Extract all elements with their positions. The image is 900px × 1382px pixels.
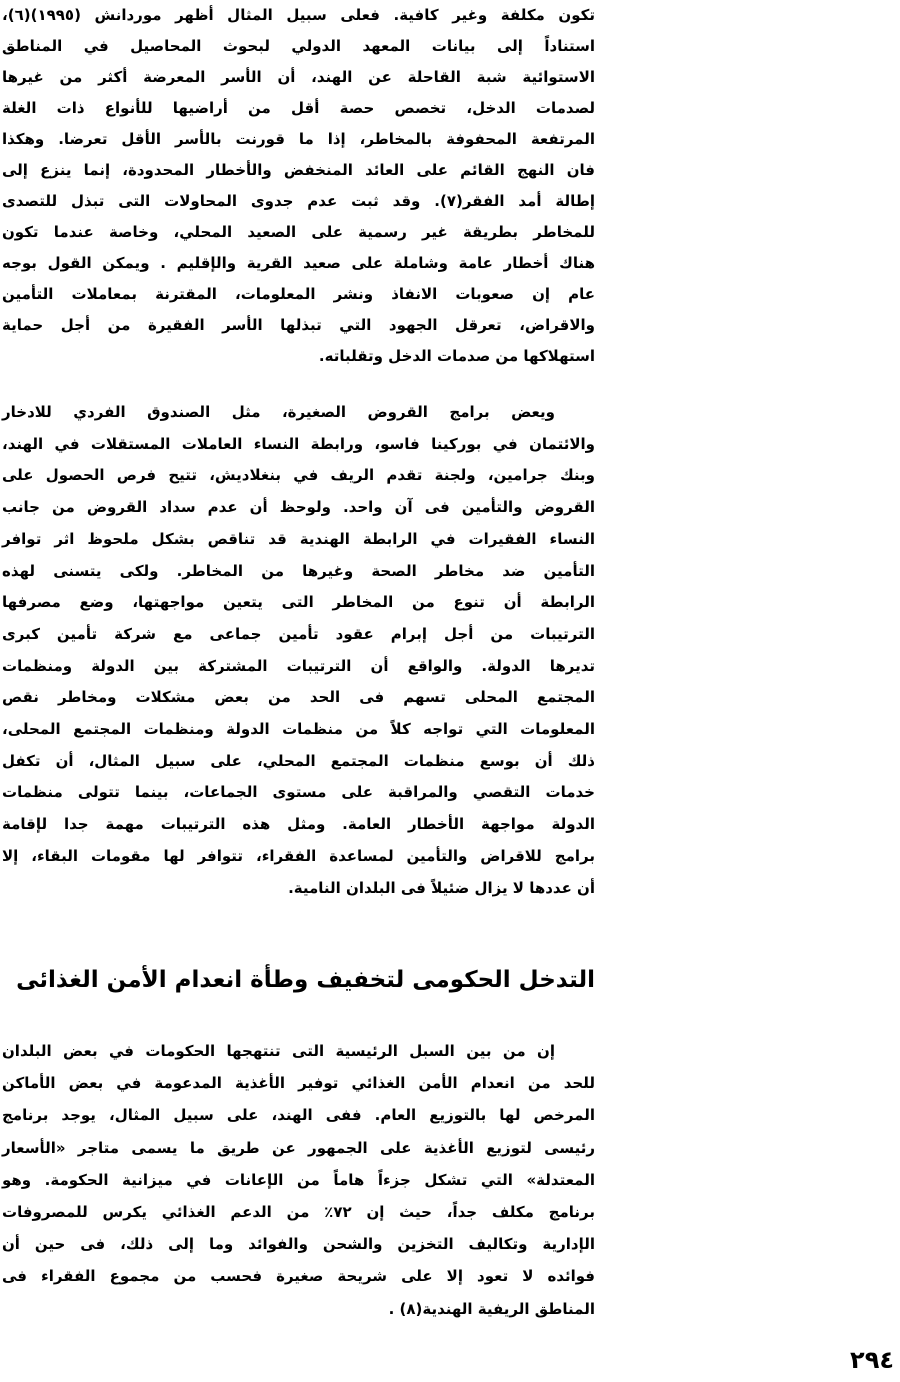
text-line: فوائده لا تعود إلا على شريحة صغيرة فحسب من مجموع الفقراء فى: [2, 1267, 595, 1286]
text-line: هناك أخطار عامة وشاملة على صعيد القرية والإقليم . ويمكن القول بوجه: [2, 254, 595, 272]
text-line: وبنك جرامين، ولجنة تقدم الريف في بنغلاديش، تتيح فرص الحصول على: [2, 466, 595, 485]
text-line: المرخص لها بالتوزيع العام. ففى الهند، على سبيل المثال، يوجد برنامج: [2, 1106, 595, 1125]
text-line: والائتمان في بوركينا فاسو، ورابطة النساء العاملات المستقلات في الهند،: [2, 434, 595, 453]
text-line: فان النهج القائم على العائد المنخفض والأخطار المحدودة، إنما ينزع إلى: [2, 161, 595, 179]
text-line: ذلك أن بوسع منظمات المجتمع المحلي، على سبيل المثال، أن تكفل: [2, 751, 595, 770]
text-line: التأمين ضد مخاطر الصحة وغيرها من المخاطر. ولكى يتسنى لهذه: [2, 561, 595, 580]
text-line: رئيسى لتوزيع الأغذية على الجمهور عن طريق ما يسمى متاجر «الأسعار: [2, 1138, 595, 1157]
text-line: إطالة أمد الفقر(٧). وقد ثبت عدم جدوى المحاولات التى تبذل للتصدى: [2, 192, 595, 210]
text-line: المجتمع المحلى تسهم فى الحد من بعض مشكلات ومخاطر نقص: [2, 688, 595, 707]
text-line: استناداً إلى بيانات المعهد الدولي لبحوث المحاصيل في المناطق: [2, 37, 595, 55]
text-line: النساء الفقيرات في الرابطة الهندية قد تناقص بشكل ملحوظ اثر توافر: [2, 529, 595, 548]
text-line: المعتدلة» التي تشكل جزءاً هاماً من الإعانات في ميزانية الحكومة. وهو: [2, 1170, 595, 1189]
paragraph-2: [2, 397, 595, 904]
text-line: المناطق الريفية الهندية(٨) .: [388, 1299, 595, 1318]
section-heading: التدخل الحكومى لتخفيف وطأة انعدام الأمن الغذائى: [16, 967, 595, 993]
text-line: المرتفعة المحفوفة بالمخاطر، إذا ما قورنت بالأسر الأقل تعرضا. وهكذا: [2, 130, 595, 148]
paragraph-1: [2, 0, 595, 372]
text-line: والاقراض، تعرقل الجهود التي تبذلها الأسر الفقيرة من أجل حماية: [2, 316, 595, 334]
text-line: برنامج مكلف جداً، حيث إن ٧٢٪ من الدعم الغذائي يكرس للمصروفات: [2, 1203, 595, 1222]
text-line: أن عددها لا يزال ضئيلاً فى البلدان النامية.: [288, 878, 595, 897]
text-line: تكون مكلفة وغير كافية. فعلى سبيل المثال أظهر موردانش (١٩٩٥)(٦)،: [2, 6, 595, 24]
text-line: ويعض برامج القروض الصغيرة، مثل الصندوق الفردي للادخار: [2, 403, 555, 421]
text-line: القروض والتأمين فى آن واحد. ولوحظ أن عدم سداد القروض من جانب: [2, 498, 595, 517]
text-line: للمخاطر بطريقة غير رسمية على الصعيد المحلي، وخاصة عندما تكون: [2, 223, 595, 241]
text-line: المعلومات التي تواجه كلاً من منظمات الدولة ومنظمات المجتمع المحلى،: [2, 720, 595, 739]
text-line: خدمات التقصي والمراقبة على مستوى الجماعات، بينما تتولى منظمات: [2, 783, 595, 802]
text-line: الترتيبات من أجل إبرام عقود تأمين جماعى مع شركة تأمين كبرى: [2, 624, 595, 643]
text-line: الرابطة أن تنوع من المخاطر التى يتعين مواجهتها، وضع مصرفها: [2, 593, 595, 612]
text-line: تديرها الدولة. والواقع أن الترتيبات المشتركة بين الدولة ومنظمات: [2, 656, 595, 675]
text-line: الإدارية وتكاليف التخزين والشحن والفوائد وما إلى ذلك، فى حين أن: [2, 1235, 595, 1254]
text-line: إن من بين السبل الرئيسية التى تنتهجها الحكومات في بعض البلدان: [2, 1042, 555, 1060]
text-line: استهلاكها من صدمات الدخل وتقلباته.: [318, 347, 595, 365]
text-line: عام إن صعوبات الانفاذ ونشر المعلومات، المقترنة بمعاملات التأمين: [2, 285, 595, 303]
text-line: لصدمات الدخل، تخصص حصة أقل من أراضيها للأنواع ذات الغلة: [2, 99, 595, 117]
page-number: ٢٩٤: [850, 1346, 894, 1374]
text-line: الاستوائية شبة القاحلة عن الهند، أن الأسر المعرضة أكثر من غيرها: [2, 68, 595, 86]
text-line: برامج للاقراض والتأمين لمساعدة الفقراء، تتوافر لها مقومات البقاء، إلا: [2, 846, 595, 865]
text-line: للحد من انعدام الأمن الغذائي توفير الأغذية المدعومة في بعض الأماكن: [2, 1074, 595, 1093]
paragraph-3: [2, 1035, 595, 1325]
text-line: الدولة مواجهة الأخطار العامة. ومثل هذه الترتيبات مهمة جدا لإقامة: [2, 815, 595, 834]
